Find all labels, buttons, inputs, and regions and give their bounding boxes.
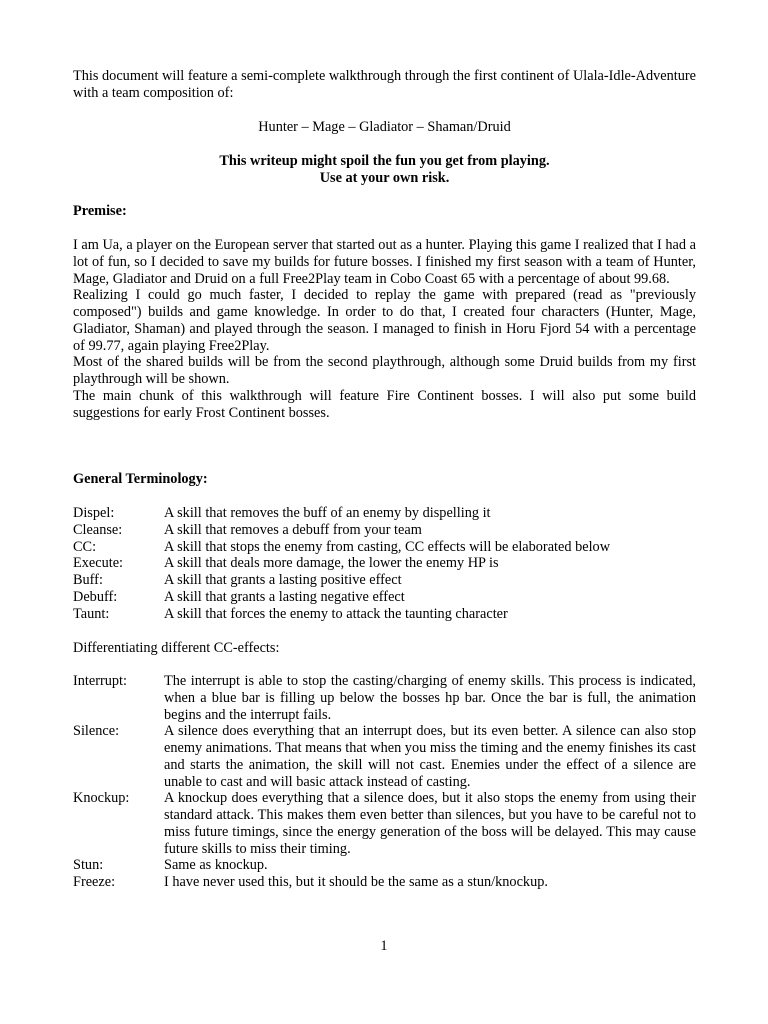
term-label: Dispel:: [73, 505, 115, 521]
premise-body: [73, 237, 696, 421]
premise-heading: Premise:: [73, 203, 127, 219]
team-composition: Hunter – Mage – Gladiator – Shaman/Druid: [258, 119, 511, 135]
cc-row: [73, 673, 696, 723]
term-label: Execute:: [73, 555, 124, 572]
cc-list: [73, 673, 696, 891]
spoiler-warning-line-2: Use at your own risk.: [319, 170, 450, 186]
page-number: 1: [380, 938, 388, 954]
term-definition: A skill that removes the buff of an enemy by dispelling it: [164, 505, 491, 521]
term-definition: A skill that stops the enemy from casting, CC effects will be elaborated below: [164, 538, 611, 555]
terminology-row: [73, 505, 696, 522]
term-definition: A skill that grants a lasting negative effect: [164, 588, 405, 605]
terminology-row: [73, 589, 696, 606]
cc-term-label: Knockup:: [73, 790, 130, 807]
cc-row: [73, 723, 696, 790]
intro-paragraph: This document will feature a semi-complete walkthrough through the first continent of Ulala-Idle-Adventure with a team composition of:: [73, 68, 696, 101]
premise-paragraph: The main chunk of this walkthrough will feature Fire Continent bosses. I will also put some build suggestions for early Frost Continent bosses.: [73, 387, 696, 421]
term-label: CC:: [73, 538, 97, 555]
cc-term-label: Interrupt:: [73, 673, 127, 689]
cc-term-label: Freeze:: [73, 874, 116, 890]
terminology-list: [73, 505, 696, 622]
cc-row: [73, 790, 696, 857]
term-definition: A skill that forces the enemy to attack the taunting character: [164, 605, 508, 622]
term-definition: A skill that grants a lasting positive effect: [164, 572, 402, 588]
cc-heading: Differentiating different CC-effects:: [73, 640, 280, 656]
term-label: Taunt:: [73, 605, 110, 622]
cc-term-definition: The interrupt is able to stop the casting/charging of enemy skills. This process is indicated, when a blue bar is filling up below the bosses hp bar. Once the bar is full, the animation begins and the interrupt fails.: [164, 673, 696, 723]
premise-paragraph: Realizing I could go much faster, I decided to replay the game with prepared (read as "previously composed") builds and game knowledge. In order to do that, I created four characters (Hunter, Mage, Gladiator, Shaman) and played through the season. I managed to finish in Horu Fjord 54 with a percentage of 99.77, again playing Free2Play.: [73, 287, 696, 354]
cc-term-label: Silence:: [73, 723, 120, 740]
cc-row: [73, 857, 696, 874]
terminology-row: [73, 572, 696, 589]
premise-paragraph: I am Ua, a player on the European server that started out as a hunter. Playing this game I realized that I had a lot of fun, so I decided to save my builds for future bosses. I finished my first season with a team of Hunter, Mage, Gladiator and Druid on a full Free2Play team in Cobo Coast 65 with a percentage of about 99.68.: [73, 237, 696, 287]
term-label: Cleanse:: [73, 521, 123, 538]
terminology-heading: General Terminology:: [73, 471, 208, 487]
term-definition: A skill that deals more damage, the lower the enemy HP is: [164, 555, 499, 572]
terminology-row: [73, 539, 696, 556]
cc-term-definition: A knockup does everything that a silence does, but it also stops the enemy from using their standard attack. This makes them even better than silences, but you have to be careful not to miss future timings, since the energy generation of the boss will be delayed. This may cause future skills to miss their timing.: [164, 790, 696, 857]
spoiler-warning-line-1: This writeup might spoil the fun you get from playing.: [219, 153, 550, 169]
cc-term-definition: Same as knockup.: [164, 857, 268, 874]
cc-term-label: Stun:: [73, 857, 104, 874]
cc-term-definition: I have never used this, but it should be the same as a stun/knockup.: [164, 874, 548, 890]
term-label: Debuff:: [73, 588, 118, 605]
terminology-row: [73, 606, 696, 623]
terminology-row: [73, 555, 696, 572]
term-definition: A skill that removes a debuff from your team: [164, 521, 422, 538]
term-label: Buff:: [73, 572, 103, 588]
terminology-row: [73, 522, 696, 539]
cc-term-definition: A silence does everything that an interrupt does, but its even better. A silence can also stop enemy animations. That means that when you miss the timing and the enemy finishes its cast and starts the animation, the skill will not cast. Enemies under the effect of a silence are unable to cast and will basic attack instead of casting.: [164, 723, 696, 790]
cc-row: [73, 874, 696, 891]
premise-paragraph: Most of the shared builds will be from the second playthrough, although some Druid builds from my first playthrough will be shown.: [73, 354, 696, 387]
